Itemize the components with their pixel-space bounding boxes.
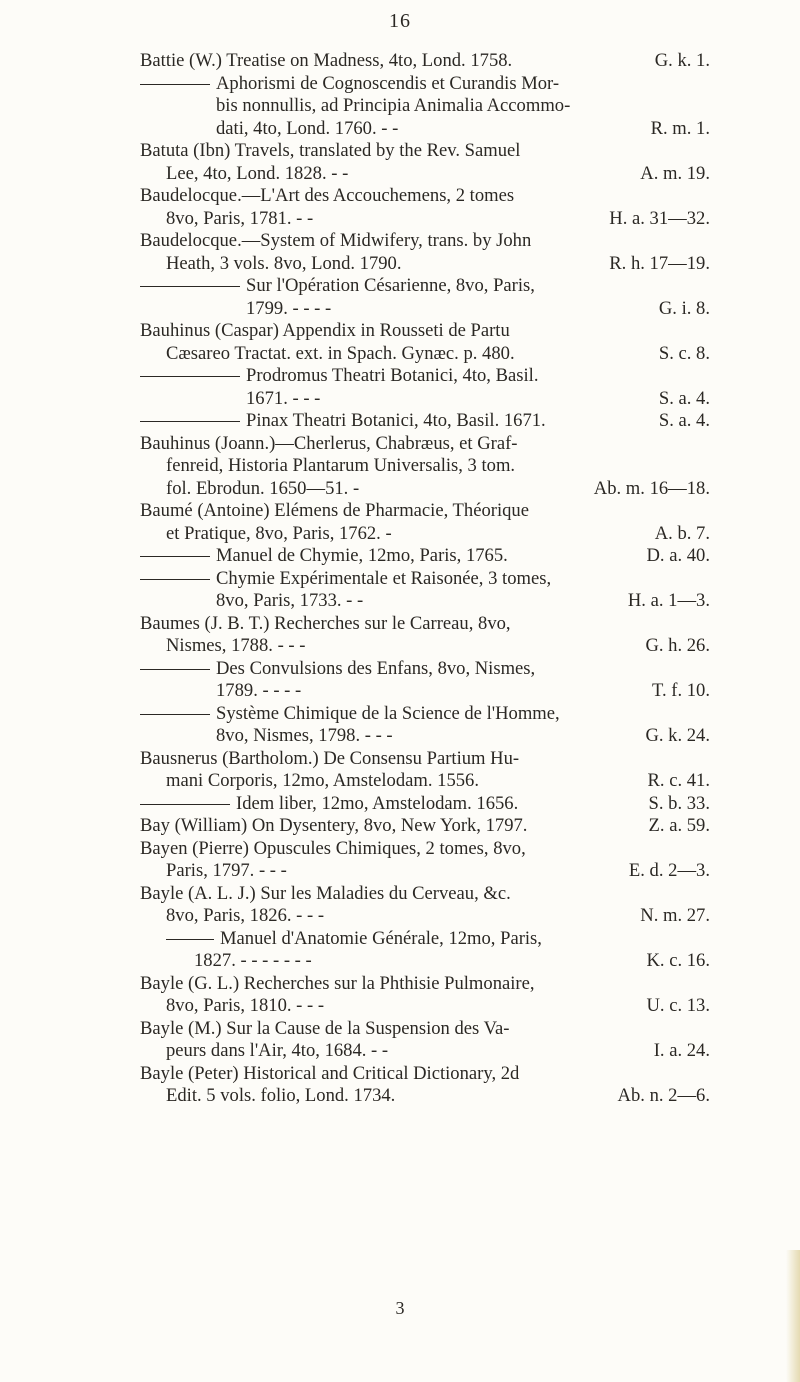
ditto-rule [140, 286, 240, 287]
catalogue-entry [140, 793, 710, 816]
entry-line [140, 725, 710, 748]
entry-text: Lee, 4to, Lond. 1828. - - [166, 162, 349, 184]
catalogue-entry [140, 928, 710, 973]
entry-text: Paris, 1797. - - - [166, 860, 287, 881]
catchword: 3 [395, 1298, 405, 1318]
page-number: 16 [389, 10, 411, 32]
entry-text: 8vo, Nismes, 1798. - - - [216, 725, 393, 746]
entry-line [140, 838, 710, 861]
entry-text: 8vo, Paris, 1733. - - [216, 590, 364, 611]
entry-line [140, 320, 710, 343]
catalogue-entry [140, 838, 710, 883]
shelf-mark: H. a. 1—3. [627, 590, 710, 611]
shelf-mark: E. d. 2—3. [628, 860, 710, 881]
entry-line [140, 928, 710, 951]
entry-text: Idem liber, 12mo, Amstelodam. 1656. [236, 792, 519, 814]
entry-line [140, 95, 710, 118]
catalogue-entry [140, 748, 710, 793]
entry-line [140, 1063, 710, 1086]
entry-text: Battie (W.) Treatise on Madness, 4to, Lond. 1758. [140, 50, 513, 71]
entry-line [140, 1085, 710, 1108]
entry-line [140, 658, 710, 681]
entry-line [140, 545, 710, 568]
entry-line [140, 905, 710, 928]
shelf-mark: R. h. 17—19. [609, 252, 710, 274]
catalogue-entry [140, 1018, 710, 1063]
entry-line [140, 748, 710, 771]
entry-text: Nismes, 1788. - - - [166, 635, 306, 656]
entry-text: peurs dans l'Air, 4to, 1684. - - [166, 1040, 389, 1061]
shelf-mark: T. f. 10. [651, 680, 710, 701]
entry-line [140, 703, 710, 726]
entry-text: Baumes (J. B. T.) Recherches sur le Carreau, 8vo, [140, 612, 511, 634]
entry-text: 8vo, Paris, 1826. - - - [166, 905, 325, 926]
entry-text: Bayle (G. L.) Recherches sur la Phthisie Pulmonaire, [140, 972, 535, 994]
shelf-mark: A. b. 7. [654, 522, 710, 544]
entry-text: Manuel de Chymie, 12mo, Paris, 1765. [216, 545, 508, 566]
entry-text: Bayle (Peter) Historical and Critical Dictionary, 2d [140, 1062, 520, 1084]
entry-text: Bayle (A. L. J.) Sur les Maladies du Cerveau, &c. [140, 882, 511, 904]
entry-text: Bauhinus (Joann.)—Cherlerus, Chabræus, et Graf- [140, 432, 518, 454]
ditto-rule [140, 714, 210, 715]
entry-line [140, 793, 710, 816]
entry-text: Edit. 5 vols. folio, Lond. 1734. [166, 1085, 396, 1106]
entry-line [140, 995, 710, 1018]
entry-text: Aphorismi de Cognoscendis et Curandis Mor- [216, 72, 560, 94]
entry-line [140, 275, 710, 298]
shelf-mark: I. a. 24. [653, 1040, 710, 1061]
entry-text: 8vo, Paris, 1810. - - - [166, 995, 325, 1016]
shelf-mark: Ab. m. 16—18. [593, 477, 710, 499]
entry-line [140, 500, 710, 523]
entry-line [140, 950, 710, 973]
entry-text: Sur l'Opération Césarienne, 8vo, Paris, [246, 275, 535, 296]
shelf-mark: Ab. n. 2—6. [617, 1085, 710, 1106]
entry-line [140, 253, 710, 276]
shelf-mark: A. m. 19. [640, 162, 710, 184]
entry-text: Bausnerus (Bartholom.) De Consensu Partium Hu- [140, 747, 520, 769]
entry-line [140, 455, 710, 478]
shelf-mark: R. c. 41. [647, 770, 710, 791]
entry-line [140, 118, 710, 141]
entry-line [140, 1040, 710, 1063]
catalogue-entry [140, 73, 710, 141]
ditto-rule [140, 376, 240, 377]
ditto-rule [140, 669, 210, 670]
catalogue-entry [140, 50, 710, 73]
catalogue-entry [140, 230, 710, 275]
shelf-mark: R. m. 1. [650, 117, 710, 139]
entry-text: 1799. - - - - [246, 297, 332, 319]
entry-text: 1827. - - - - - - - [194, 950, 312, 971]
entry-line [140, 815, 710, 838]
ditto-rule [140, 556, 210, 557]
shelf-mark: Z. a. 59. [648, 815, 710, 836]
entry-text: Système Chimique de la Science de l'Homme, [216, 702, 560, 724]
entry-line [140, 410, 710, 433]
entry-line [140, 73, 710, 96]
entry-text: fol. Ebrodun. 1650—51. - [166, 477, 360, 499]
shelf-mark: S. a. 4. [658, 387, 710, 409]
ditto-rule [140, 84, 210, 85]
entry-line [140, 343, 710, 366]
entry-text: Chymie Expérimentale et Raisonée, 3 tomes, [216, 567, 552, 589]
entry-text: Baudelocque.—L'Art des Accouchemens, 2 tomes [140, 185, 515, 206]
entry-line [140, 973, 710, 996]
catalogue-entry [140, 568, 710, 613]
catalogue-entry [140, 703, 710, 748]
shelf-mark: G. k. 1. [654, 50, 710, 71]
entry-line [140, 883, 710, 906]
entry-line [140, 140, 710, 163]
catalogue-entry [140, 500, 710, 545]
entry-text: 1789. - - - - [216, 680, 302, 701]
entry-text: Heath, 3 vols. 8vo, Lond. 1790. [166, 252, 402, 274]
entry-line [140, 860, 710, 883]
entry-text: 1671. - - - [246, 387, 321, 409]
entry-text: Cæsareo Tractat. ext. in Spach. Gynæc. p. 480. [166, 342, 515, 364]
entry-text: Bay (William) On Dysentery, 8vo, New York, 1797. [140, 815, 528, 836]
entry-line [140, 50, 710, 73]
catalogue-entries [140, 50, 710, 1108]
entry-text: et Pratique, 8vo, Paris, 1762. - [166, 522, 392, 544]
entry-line [140, 478, 710, 501]
shelf-mark: S. c. 8. [658, 342, 710, 364]
entry-text: dati, 4to, Lond. 1760. - - [216, 117, 399, 139]
shelf-mark: G. k. 24. [645, 725, 710, 746]
catalogue-entry [140, 410, 710, 433]
entry-line [140, 680, 710, 703]
entry-line [140, 365, 710, 388]
catalogue-entry [140, 973, 710, 1018]
catalogue-entry [140, 883, 710, 928]
page-edge-stain [786, 1250, 800, 1382]
entry-line [140, 163, 710, 186]
entry-text: Manuel d'Anatomie Générale, 12mo, Paris, [220, 927, 542, 949]
entry-line [140, 590, 710, 613]
entry-text: bis nonnullis, ad Principia Animalia Accommo- [216, 95, 571, 116]
entry-text: 8vo, Paris, 1781. - - [166, 207, 314, 229]
entry-line [140, 208, 710, 231]
entry-line [140, 523, 710, 546]
shelf-mark: H. a. 31—32. [609, 207, 710, 229]
shelf-mark: K. c. 16. [646, 950, 710, 971]
catalogue-entry [140, 185, 710, 230]
catalogue-entry [140, 613, 710, 658]
ditto-rule [140, 579, 210, 580]
entry-text: Pinax Theatri Botanici, 4to, Basil. 1671. [246, 410, 546, 431]
entry-line [140, 613, 710, 636]
catalogue-entry [140, 433, 710, 501]
entry-line [140, 568, 710, 591]
entry-text: Prodromus Theatri Botanici, 4to, Basil. [246, 365, 539, 386]
catalogue-entry [140, 815, 710, 838]
catalogue-entry [140, 365, 710, 410]
ditto-rule [140, 804, 230, 805]
shelf-mark: D. a. 40. [646, 545, 710, 566]
shelf-mark: S. b. 33. [648, 792, 710, 814]
entry-line [140, 230, 710, 253]
entry-text: Baudelocque.—System of Midwifery, trans. by John [140, 230, 532, 251]
catalogue-entry [140, 545, 710, 568]
entry-text: Baumé (Antoine) Elémens de Pharmacie, Théorique [140, 500, 529, 521]
entry-text: Bauhinus (Caspar) Appendix in Rousseti de Partu [140, 320, 510, 341]
shelf-mark: N. m. 27. [640, 905, 710, 926]
entry-line [140, 770, 710, 793]
entry-line [140, 298, 710, 321]
shelf-mark: S. a. 4. [658, 410, 710, 431]
entry-text: fenreid, Historia Plantarum Universalis, 3 tom. [166, 455, 516, 476]
entry-text: Batuta (Ibn) Travels, translated by the Rev. Samuel [140, 140, 521, 161]
entry-text: Des Convulsions des Enfans, 8vo, Nismes, [216, 657, 536, 679]
entry-line [140, 185, 710, 208]
entry-text: Bayle (M.) Sur la Cause de la Suspension des Va- [140, 1017, 510, 1039]
ditto-rule [140, 421, 240, 422]
shelf-mark: G. h. 26. [645, 635, 710, 656]
catalogue-entry [140, 320, 710, 365]
shelf-mark: G. i. 8. [658, 297, 710, 319]
entry-line [140, 1018, 710, 1041]
entry-text: mani Corporis, 12mo, Amstelodam. 1556. [166, 770, 479, 791]
entry-line [140, 635, 710, 658]
catalogue-entry [140, 658, 710, 703]
catalogue-entry [140, 1063, 710, 1108]
shelf-mark: U. c. 13. [646, 995, 710, 1016]
entry-line [140, 433, 710, 456]
catalogue-entry [140, 275, 710, 320]
entry-line [140, 388, 710, 411]
entry-text: Bayen (Pierre) Opuscules Chimiques, 2 tomes, 8vo, [140, 837, 526, 859]
catalogue-entry [140, 140, 710, 185]
ditto-rule [166, 939, 214, 940]
